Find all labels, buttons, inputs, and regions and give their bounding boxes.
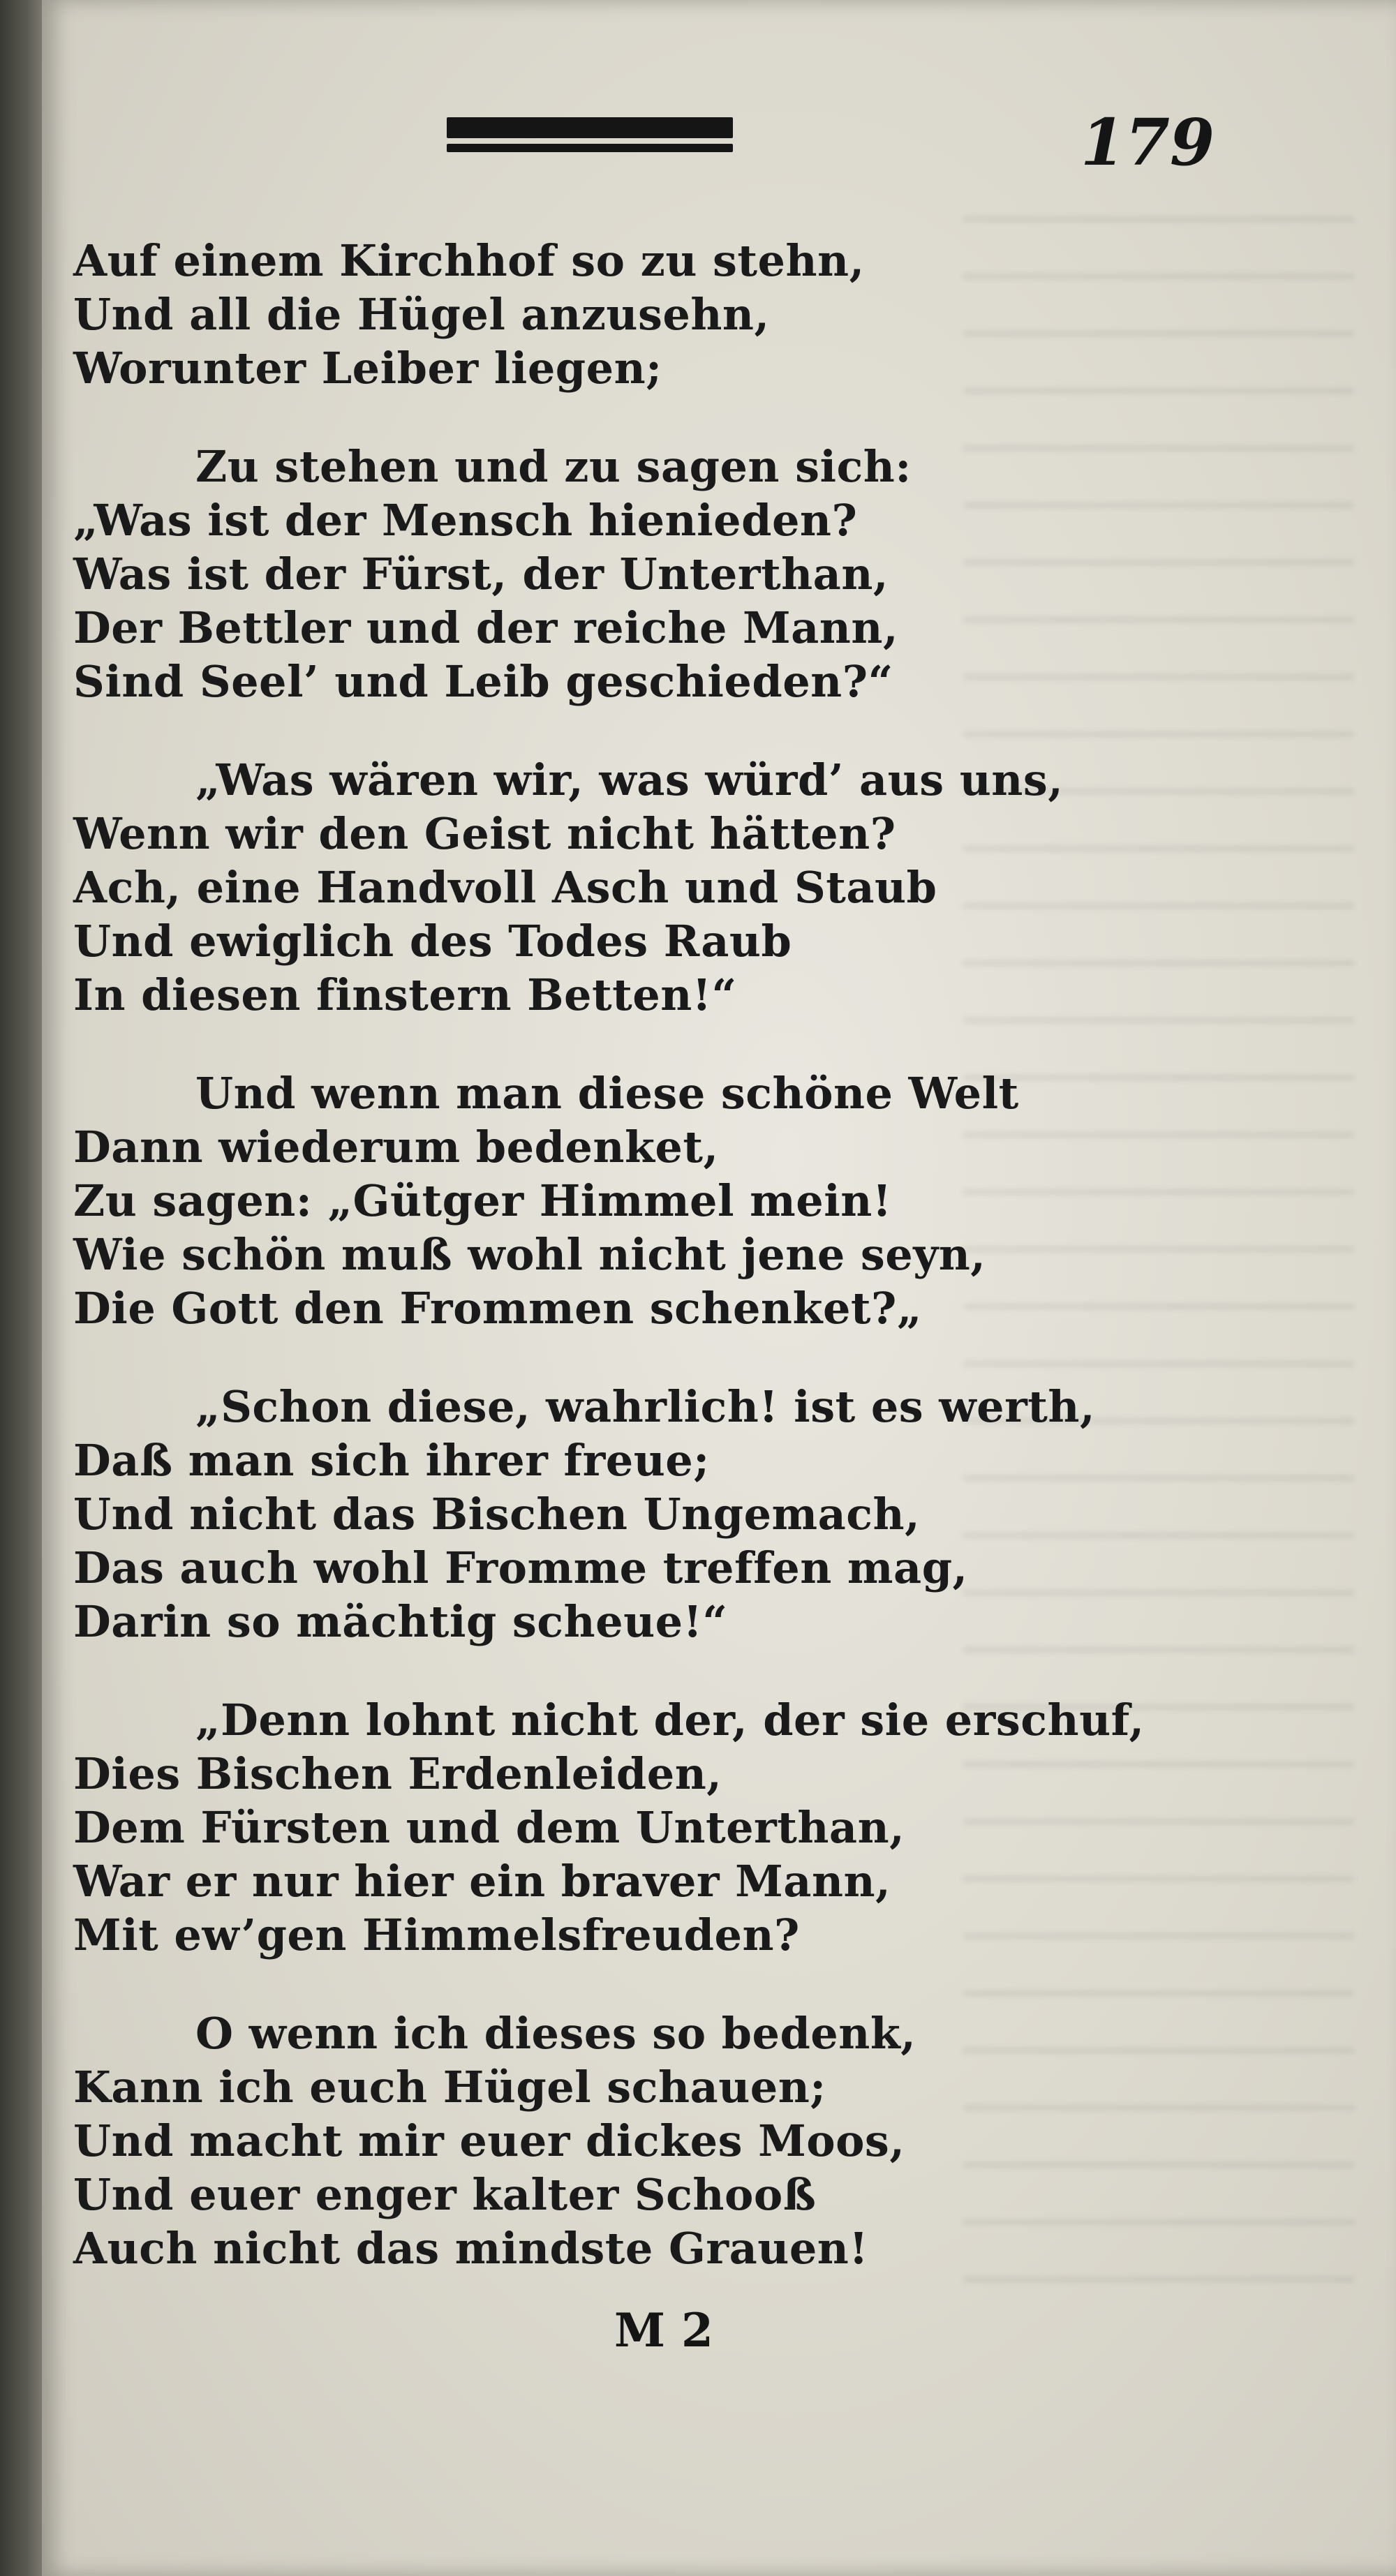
- poem-text: [73, 234, 1145, 2320]
- poem-line: Dies Bischen Erdenleiden,: [73, 1748, 722, 1799]
- poem-line: Der Bettler und der reiche Mann,: [73, 602, 899, 653]
- poem-line: Wie schön muß wohl nicht jene seyn,: [73, 1229, 986, 1280]
- poem-line: Worunter Leiber liegen;: [73, 343, 662, 394]
- header-rule-thick: [447, 117, 733, 138]
- poem-line: Daß man sich ihrer freue;: [73, 1435, 710, 1486]
- poem-line: „Denn lohnt nicht der, der sie erschuf,: [195, 1695, 1145, 1745]
- poem-line: Und macht mir euer dickes Moos,: [73, 2115, 905, 2166]
- poem-line: Zu stehen und zu sagen sich:: [195, 441, 912, 492]
- poem-line: Was ist der Fürst, der Unterthan,: [73, 549, 889, 600]
- poem-line: Auch nicht das mindste Grauen!: [73, 2223, 869, 2274]
- poem-line: Zu sagen: „Gütger Himmel mein!: [73, 1175, 892, 1226]
- poem-line: Auf einem Kirchhof so zu stehn,: [73, 235, 865, 286]
- poem-line: „Was wären wir, was würd’ aus uns,: [195, 754, 1064, 805]
- poem-line: Die Gott den Frommen schenket?„: [73, 1283, 923, 1334]
- header-rule-thin: [447, 144, 733, 152]
- poem-line: Und euer enger kalter Schooß: [73, 2169, 817, 2220]
- stanza: [73, 440, 1120, 708]
- page-number: 179: [1080, 105, 1215, 180]
- poem-line: Sind Seel’ und Leib geschieden?“: [73, 656, 893, 707]
- poem-line: Das auch wohl Fromme treffen mag,: [73, 1542, 968, 1593]
- stanza: [73, 753, 1120, 1022]
- header-double-rule: [447, 117, 733, 155]
- poem-line: Und ewiglich des Todes Raub: [73, 916, 792, 967]
- stanza: [73, 1693, 1145, 1962]
- poem-line: Darin so mächtig scheue!“: [73, 1596, 728, 1647]
- poem-line: Mit ew’gen Himmelsfreuden?: [73, 1909, 800, 1960]
- poem-line: Ach, eine Handvoll Asch und Staub: [73, 862, 937, 913]
- stanza: [73, 1380, 1120, 1648]
- stanza: [73, 2007, 1120, 2275]
- poem-line: Und nicht das Bischen Ungemach,: [73, 1489, 921, 1540]
- poem-line: War er nur hier ein braver Mann,: [73, 1856, 891, 1907]
- poem-line: Dann wiederum bedenket,: [73, 1122, 719, 1172]
- poem-line: Und all die Hügel anzusehn,: [73, 289, 770, 340]
- poem-line: „Was ist der Mensch hienieden?: [73, 495, 858, 546]
- stanza: [73, 1066, 1120, 1335]
- poem-line: Kann ich euch Hügel schauen;: [73, 2062, 826, 2113]
- poem-line: Wenn wir den Geist nicht hätten?: [73, 808, 896, 859]
- poem-line: Dem Fürsten und dem Unterthan,: [73, 1802, 905, 1853]
- printer-signature-mark: M 2: [614, 2303, 713, 2358]
- stanza: [73, 234, 1120, 395]
- poem-line: „Schon diese, wahrlich! ist es werth,: [195, 1381, 1096, 1432]
- poem-line: O wenn ich dieses so bedenk,: [195, 2008, 916, 2059]
- poem-line: In diesen finstern Betten!“: [73, 969, 737, 1020]
- poem-line: Und wenn man diese schöne Welt: [195, 1068, 1019, 1119]
